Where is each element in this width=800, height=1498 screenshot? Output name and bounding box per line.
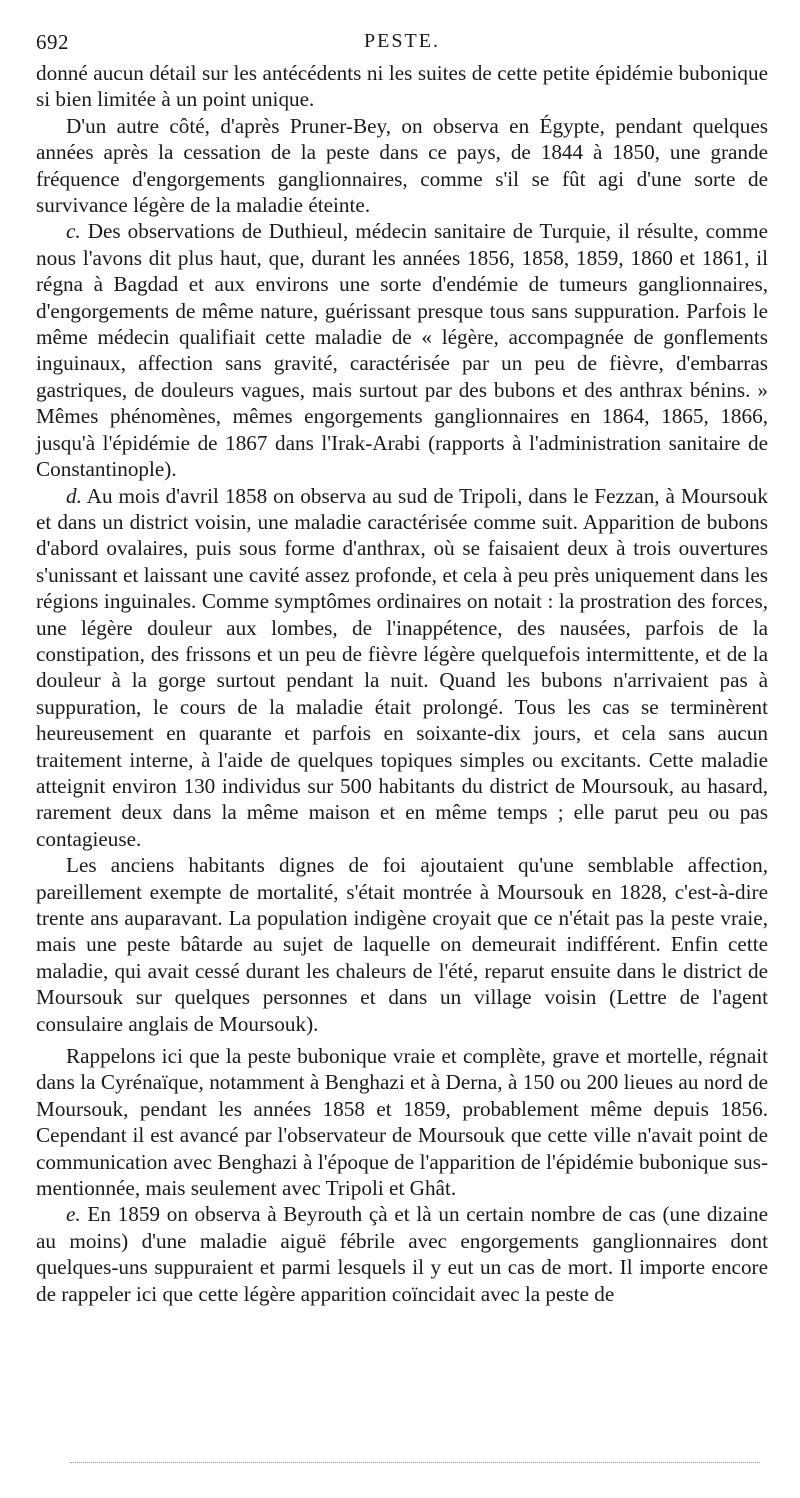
- page-header: [36, 0, 768, 52]
- paragraph: [36, 113, 768, 219]
- paragraph-text: Rappelons ici que la peste bubonique vraie et complète, grave et mortelle, régnait dans la Cyrénaïque, notamment à Benghazi et à Derna, à 150 ou 200 lieues au nord de Moursouk, pendant les années 1858 et 1859, probablement même depuis 1856. Cependant il est avancé par l'observateur de Moursouk que cette ville n'avait point de communication avec Benghazi à l'époque de l'apparition de l'épidémie bubonique sus-mentionnée, mais seulement avec Tripoli et Ghât.: [36, 1044, 768, 1201]
- page-number: 692: [36, 30, 69, 54]
- paragraph-text: En 1859 on observa à Beyrouth çà et là un certain nombre de cas (une dizaine au moins) d'une maladie aiguë fébrile avec engorgements ganglionnaires dont quelques-uns suppuraient et parmi lesquels il y eut un cas de mort. Il importe encore de rappeler ici que cette légère apparition coïncidait avec la peste de: [36, 1202, 768, 1306]
- paragraph-text: Les anciens habitants dignes de foi ajoutaient qu'une semblable affection, pareillement exempte de mortalité, s'était montrée à Moursouk en 1828, c'est-à-dire trente ans auparavant. La population indigène croyait que ce n'était pas la peste vraie, mais une peste bâtarde au sujet de laquelle on demeurait indifférent. Enfin cette maladie, qui avait cessé durant les chaleurs de l'été, reparut ensuite dans le district de Moursouk sur quelques personnes et dans un village voisin (Lettre de l'agent consulaire anglais de Moursouk).: [36, 853, 768, 1036]
- section-marker: c.: [66, 219, 81, 244]
- section-marker: e.: [66, 1202, 81, 1227]
- paragraph-text: donné aucun détail sur les antécédents ni les suites de cette petite épidémie bubonique si bien limitée à un point unique.: [36, 61, 768, 112]
- paragraph: [36, 483, 768, 853]
- body-text: [36, 60, 768, 1307]
- paragraph-text: Au mois d'avril 1858 on observa au sud de Tripoli, dans le Fezzan, à Moursouk et dans un district voisin, une maladie caractérisée comme suit. Apparition de bubons d'abord ovalaires, puis sous forme d'anthrax, où se faisaient deux à trois ouvertures s'unissant et laissant une cavité assez profonde, et cela à peu près uniquement dans les régions inguinales. Comme symptômes ordinaires on notait : la prostration des forces, une légère douleur aux lombes, de l'inappétence, des nausées, parfois de la constipation, des frissons et un peu de fièvre légère quelquefois intermittente, et de la douleur à la gorge surtout pendant la nuit. Quand les bubons n'arrivaient pas à suppuration, le cours de la maladie était prolongé. Tous les cas se terminèrent heureusement en quarante et parfois en soixante-dix jours, et cela sans aucun traitement interne, à l'aide de quelques topiques simples ou excitants. Cette maladie atteignit environ 130 individus sur 500 habitants du district de Moursouk, au hasard, rarement deux dans la même maison et en même temps ; elle parut peu ou pas contagieuse.: [36, 483, 768, 851]
- running-title: PESTE.: [364, 30, 440, 52]
- paragraph-text: Des observations de Duthieul, médecin sanitaire de Turquie, il résulte, comme nous l'avons dit plus haut, que, durant les années 1856, 1858, 1859, 1860 et 1861, il régna à Bagdad et aux environs une sorte d'endémie de tumeurs ganglionnaires, d'engorgements de même nature, guérissant presque tous sans suppuration. Parfois le même médecin qualifiait cette maladie de « légère, accompagnée de gonflements inguinaux, affection sans gravité, caractérisée par un peu de fièvre, d'embarras gastriques, de douleurs vagues, mais surtout par des bubons et des anthrax bénins. » Mêmes phénomènes, mêmes engorgements ganglionnaires en 1864, 1865, 1866, jusqu'à l'épidémie de 1867 dans l'Irak-Arabi (rapports à l'administration sanitaire de Constantinople).: [36, 219, 768, 482]
- footer-dotted-rule: [70, 1462, 760, 1463]
- paragraph: [36, 218, 768, 482]
- book-page: [36, 0, 768, 1307]
- paragraph: [36, 1043, 768, 1201]
- section-marker: d.: [66, 483, 82, 508]
- paragraph: [36, 1201, 768, 1307]
- paragraph-text: D'un autre côté, d'après Pruner-Bey, on observa en Égypte, pendant quelques années après la cessation de la peste dans ce pays, de 1844 à 1850, une grande fréquence d'engorgements ganglionnaires, comme s'il se fût agi d'une sorte de survivance légère de la maladie éteinte.: [36, 113, 768, 218]
- paragraph: [36, 60, 768, 113]
- paragraph: [36, 852, 768, 1037]
